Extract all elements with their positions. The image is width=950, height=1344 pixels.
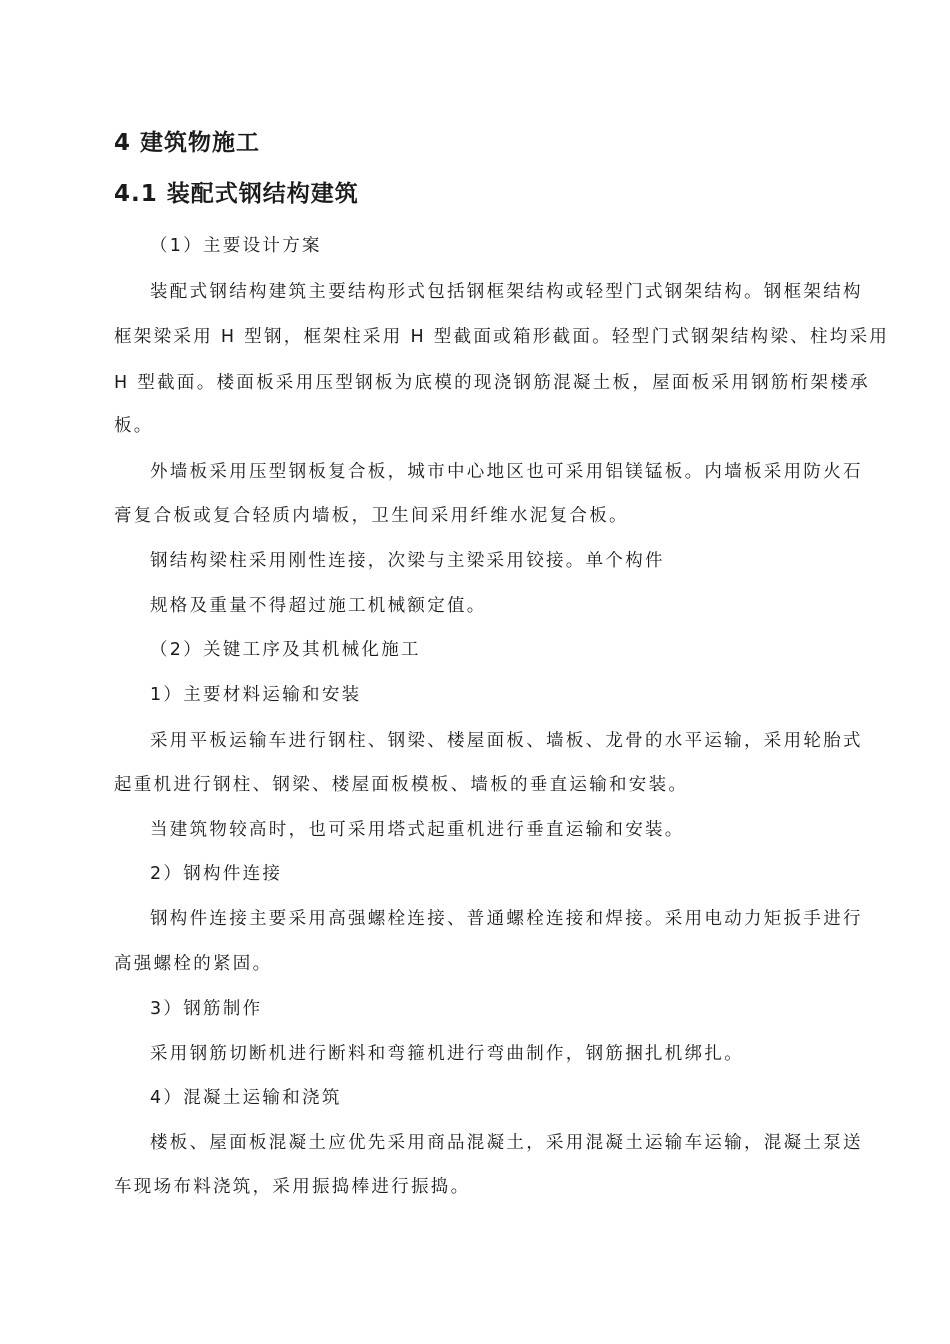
paragraph-line: 当建筑物较高时，也可采用塔式起重机进行垂直运输和安装。 xyxy=(150,820,685,840)
paragraph-line: 楼板、屋面板混凝土应优先采用商品混凝土，采用混凝土运输车运输，混凝土泵送 xyxy=(150,1133,863,1153)
subheading-concrete: 4）混凝土运输和浇筑 xyxy=(150,1088,342,1108)
paragraph-line: 钢结构梁柱采用刚性连接，次梁与主梁采用铰接。单个构件 xyxy=(150,551,665,571)
subheading-rebar-fabrication: 3）钢筋制作 xyxy=(150,999,263,1019)
paragraph-line: 车现场布料浇筑，采用振捣棒进行振捣。 xyxy=(114,1177,471,1197)
paragraph-line: 采用钢筋切断机进行断料和弯箍机进行弯曲制作，钢筋捆扎机绑扎。 xyxy=(150,1044,744,1064)
paragraph-line: 框架梁采用 H 型钢，框架柱采用 H 型截面或箱形截面。轻型门式钢架结构梁、柱均采用 xyxy=(114,327,890,347)
subheading-steel-connection: 2）钢构件连接 xyxy=(150,864,283,884)
paragraph-line: 装配式钢结构建筑主要结构形式包括钢框架结构或轻型门式钢架结构。钢框架结构 xyxy=(150,282,863,302)
paragraph-line: 膏复合板或复合轻质内墙板，卫生间采用纤维水泥复合板。 xyxy=(114,506,629,526)
paragraph-line: 板。 xyxy=(114,416,154,436)
subheading-material-transport: 1）主要材料运输和安装 xyxy=(150,685,362,705)
paragraph-line: 起重机进行钢柱、钢梁、楼屋面板模板、墙板的垂直运输和安装。 xyxy=(114,775,689,795)
paragraph-line: 外墙板采用压型钢板复合板，城市中心地区也可采用铝镁锰板。内墙板采用防火石 xyxy=(150,462,863,482)
paragraph-line: 钢构件连接主要采用高强螺栓连接、普通螺栓连接和焊接。采用电动力矩扳手进行 xyxy=(150,909,863,929)
paragraph-line: H 型截面。楼面板采用压型钢板为底模的现浇钢筋混凝土板，屋面板采用钢筋桁架楼承 xyxy=(114,373,870,393)
chapter-heading: 4 建筑物施工 xyxy=(114,130,261,156)
subheading-design-scheme: （1）主要设计方案 xyxy=(150,236,322,256)
section-heading: 4.1 装配式钢结构建筑 xyxy=(114,181,359,207)
paragraph-line: 高强螺栓的紧固。 xyxy=(114,954,273,974)
paragraph-line: 规格及重量不得超过施工机械额定值。 xyxy=(150,596,487,616)
paragraph-line: 采用平板运输车进行钢柱、钢梁、楼屋面板、墙板、龙骨的水平运输，采用轮胎式 xyxy=(150,731,863,751)
subheading-key-processes: （2）关键工序及其机械化施工 xyxy=(150,640,421,660)
